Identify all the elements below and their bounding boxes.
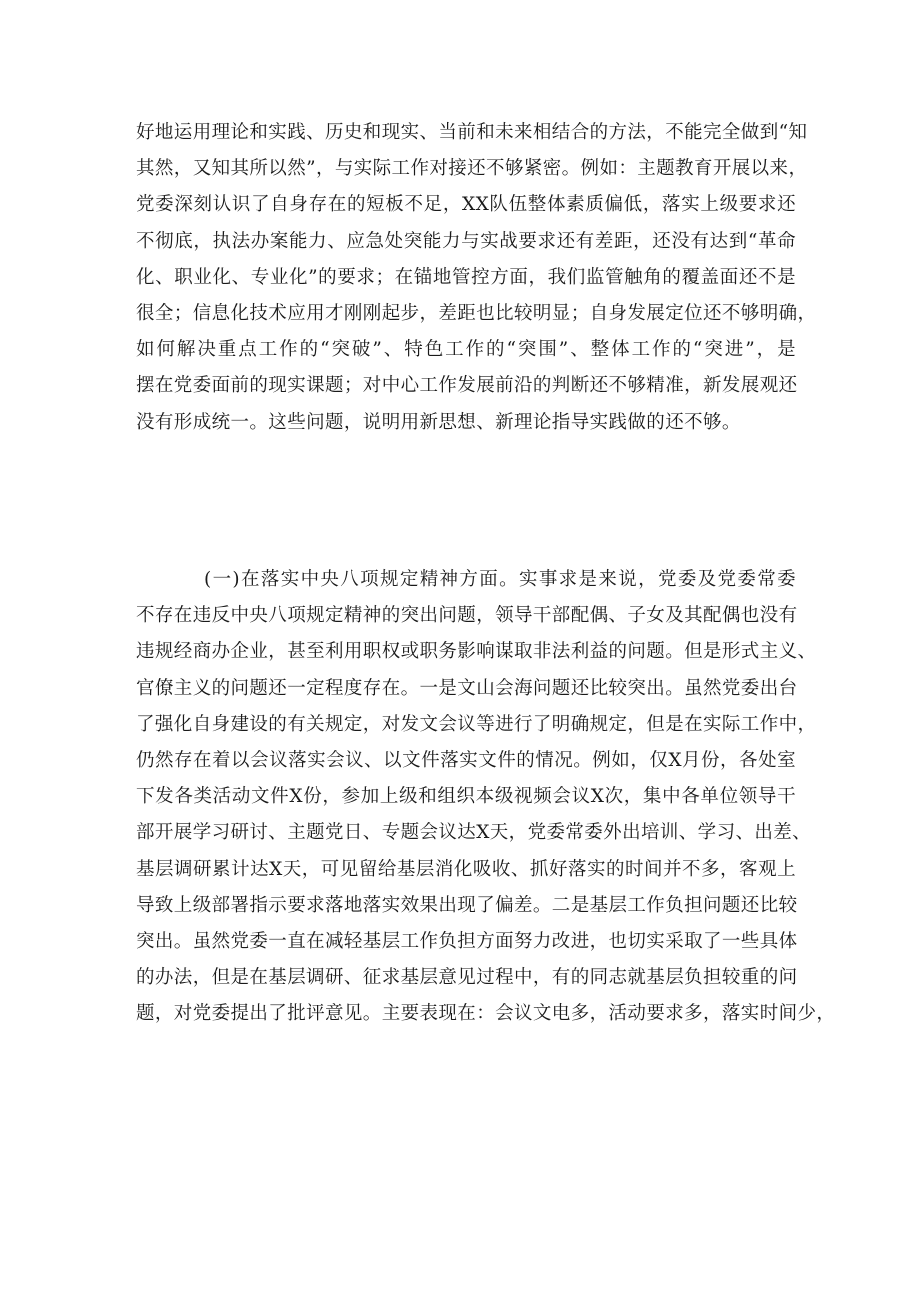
text-line: 的办法，但是在基层调研、征求基层意见过程中，有的同志就基层负担较重的问 — [136, 967, 798, 989]
text-line: 党委深刻认识了自身存在的短板不足，XX队伍整体素质偏低，落实上级要求还 — [136, 194, 796, 216]
text-line: 突出。虽然党委一直在减轻基层工作负担方面努力改进，也切实采取了一些具体 — [136, 930, 798, 952]
text-line: 官僚主义的问题还一定程度存在。一是文山会海问题还比较突出。虽然党委出台 — [136, 677, 798, 699]
text-line: 了强化自身建设的有关规定，对发文会议等进行了明确规定，但是在实际工作中， — [136, 713, 817, 735]
text-line: 下发各类活动文件X份，参加上级和组织本级视频会议X次，集中各单位领导干 — [136, 786, 796, 808]
text-line: 化、职业化、专业化”的要求；在锚地管控方面，我们监管触角的覆盖面还不是 — [136, 266, 796, 288]
paragraph-section-one — [136, 562, 836, 1032]
text-line: 摆在党委面前的现实课题；对中心工作发展前沿的判断还不够精准，新发展观还 — [136, 375, 798, 397]
text-line: 不存在违反中央八项规定精神的突出问题，领导干部配偶、子女及其配偶也没有 — [136, 605, 798, 627]
text-line: 仍然存在着以会议落实会议、以文件落实文件的情况。例如，仅X月份，各处室 — [136, 749, 796, 771]
section-heading-line: (一)在落实中央八项规定精神方面。实事求是来说，党委及党委常委 — [204, 569, 796, 590]
text-line: 导致上级部署指示要求落地落实效果出现了偏差。二是基层工作负担问题还比较 — [136, 894, 798, 916]
text-line: 部开展学习研讨、主题党日、专题会议达X天，党委常委外出培训、学习、出差、 — [136, 822, 812, 844]
text-line: 题，对党委提出了批评意见。主要表现在：会议文电多，活动要求多，落实时间少， — [136, 1003, 836, 1025]
text-line: 基层调研累计达X天，可见留给基层消化吸收、抓好落实的时间并不多，客观上 — [136, 858, 796, 880]
text-line: 如何解决重点工作的“突破”、特色工作的“突围”、整体工作的“突进”，是 — [136, 339, 796, 361]
text-line: 很全；信息化技术应用才刚刚起步，差距也比较明显；自身发展定位还不够明确， — [136, 302, 817, 324]
text-line: 没有形成统一。这些问题，说明用新思想、新理论指导实践做的还不够。 — [136, 411, 741, 433]
text-line: 好地运用理论和实践、历史和现实、当前和未来相结合的方法，不能完全做到“知 — [136, 122, 808, 143]
text-line: 其然，又知其所以然”，与实际工作对接还不够紧密。例如：主题教育开展以来， — [136, 158, 808, 180]
text-line: 不彻底，执法办案能力、应急处突能力与实战要求还有差距，还没有达到“革命 — [136, 230, 796, 252]
paragraph-continued — [136, 115, 817, 441]
text-line: 违规经商办企业，甚至利用职权或职务影响谋取非法利益的问题。但是形式主义、 — [136, 641, 817, 663]
